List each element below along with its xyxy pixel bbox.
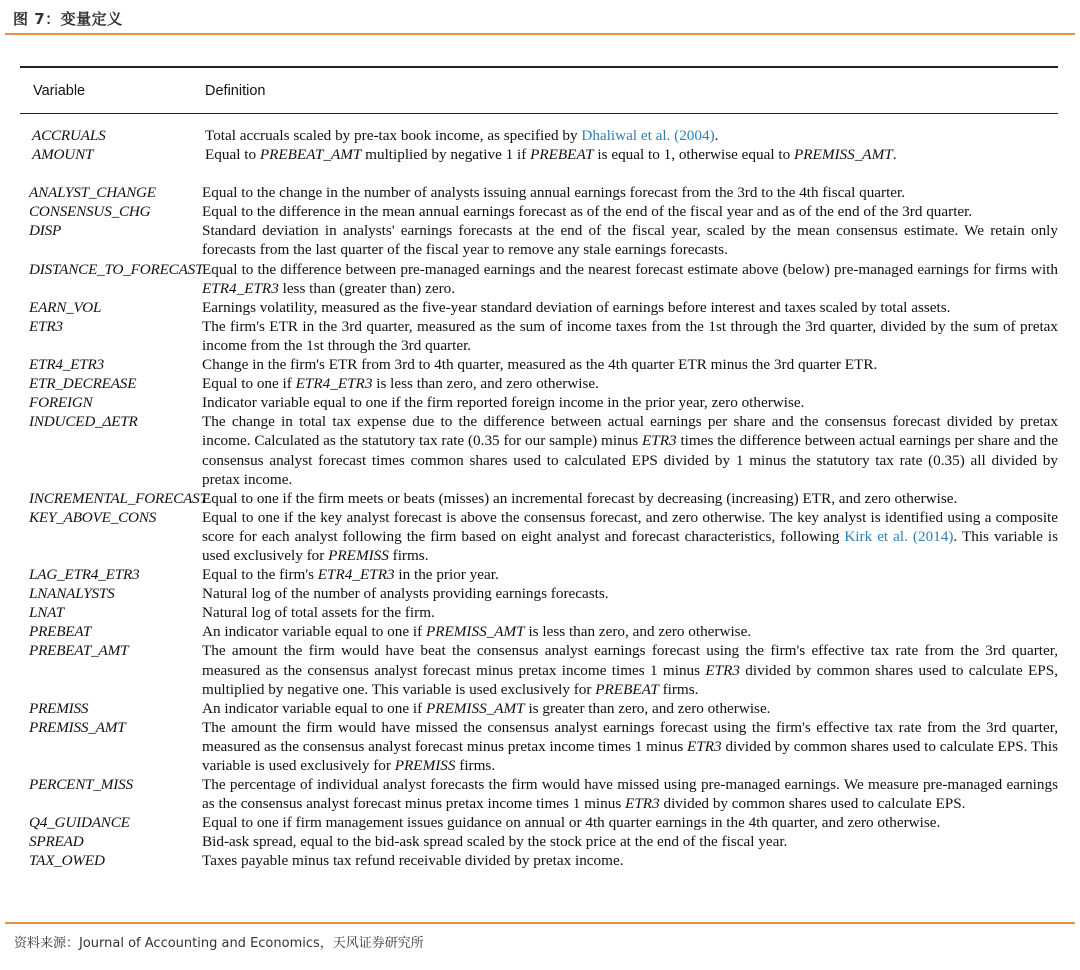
table-row	[20, 202, 1058, 221]
definition-text: Equal to one if	[202, 375, 296, 393]
definition-text: Equal to one if the firm meets or beats (misses) an incremental forecast by decreasing (increasing) ETR, and zero otherwise.	[202, 489, 958, 507]
variable-name: DISP	[29, 222, 62, 240]
table-row	[20, 775, 1058, 813]
variable-definition	[202, 718, 1058, 775]
definition-text: Equal to one if firm management issues guidance on annual or 4th quarter earnings in the 4th quarter, and zero otherwise.	[202, 814, 941, 832]
variable-definition	[205, 126, 1058, 145]
table-row	[20, 851, 1058, 870]
variable-name: ACCRUALS	[32, 127, 106, 144]
table-row	[20, 355, 1058, 374]
variable-definition	[202, 641, 1058, 698]
table-row	[20, 298, 1058, 317]
variable-reference: ETR4_ETR3	[317, 566, 395, 584]
table-row	[20, 622, 1058, 641]
variable-name: LNANALYSTS	[29, 585, 115, 603]
variable-definition	[202, 260, 1058, 298]
table-row	[20, 393, 1058, 412]
table-row	[20, 412, 1058, 488]
variable-reference: PREMISS	[328, 546, 389, 564]
variable-reference: PREBEAT	[595, 680, 659, 698]
table-row	[20, 584, 1058, 603]
top-divider	[5, 33, 1075, 35]
variable-reference: ETR3	[705, 661, 740, 679]
source-note: 资料来源：Journal of Accounting and Economics，天风证券研究所	[14, 936, 424, 951]
variable-name: TAX_OWED	[29, 852, 105, 870]
table-body	[20, 126, 1058, 871]
variable-name: INDUCED_ΔETR	[29, 413, 138, 431]
variable-name: CONSENSUS_CHG	[29, 203, 151, 221]
variable-definition	[202, 584, 1058, 603]
header-variable: Variable	[33, 83, 86, 99]
definition-text: . This variable is used exclusively for	[202, 527, 1059, 564]
variable-name: LAG_ETR4_ETR3	[29, 566, 140, 584]
variable-definition	[202, 393, 1058, 412]
table-row	[20, 718, 1058, 775]
table-row	[20, 603, 1058, 622]
table-row	[20, 508, 1058, 565]
variable-definition	[202, 298, 1058, 317]
variable-name: ETR_DECREASE	[29, 375, 137, 393]
table-row	[20, 145, 1058, 164]
definition-text: Natural log of total assets for the firm.	[202, 604, 435, 622]
variable-reference: PREBEAT_AMT	[259, 146, 362, 164]
variable-name: FOREIGN	[29, 394, 93, 412]
variable-definition-table	[20, 66, 1058, 871]
table-row	[20, 489, 1058, 508]
definition-text: Bid-ask spread, equal to the bid-ask spread scaled by the stock price at the end of the fiscal year.	[202, 833, 788, 851]
definition-text: The change in total tax expense due to the difference between actual earnings per share and the consensus forecast divided by pretax income. Calculated as the statutory tax rate (0.35 for our sample) minus	[202, 413, 1058, 450]
definition-text: divided by common shares used to calculate EPS. This variable is used exclusively for	[202, 737, 1058, 774]
definition-text: .	[892, 146, 897, 164]
definition-text: The amount the firm would have beat the consensus analyst earnings forecast using the firm's effective tax rate from the 3rd quarter, measured as the consensus analyst forecast minus pretax income times 1 minus	[202, 642, 1058, 679]
definition-text: firms.	[388, 546, 429, 564]
variable-reference: PREMISS_AMT	[425, 699, 525, 717]
definition-text: .	[714, 127, 719, 144]
variable-reference: PREMISS_AMT	[793, 146, 893, 164]
definition-text: The firm's ETR in the 3rd quarter, measured as the sum of income taxes from the 1st through the 3rd quarter, divided by the sum of pretax income from the 1st through the 3rd quarter.	[202, 317, 1058, 354]
table-row	[20, 813, 1058, 832]
variable-definition	[202, 603, 1058, 622]
definition-text: Equal to one if the key analyst forecast is above the consensus forecast, and zero otherwise. The key analyst is identified using a composite score for each analyst following the firm based on eight analyst and forecast characteristics, following	[202, 508, 1058, 545]
definition-text: Indicator variable equal to one if the firm reported foreign income in the prior year, zero otherwise.	[202, 394, 805, 412]
bottom-divider	[5, 922, 1075, 924]
variable-reference: ETR3	[625, 795, 660, 813]
variable-definition	[205, 145, 1058, 164]
definition-text: Standard deviation in analysts' earnings forecasts at the end of the fiscal year, scaled by the mean consensus estimate. We retain only forecasts from the last quarter of the fiscal year to remove any stale earnings forecasts.	[202, 222, 1058, 259]
variable-definition	[202, 851, 1058, 870]
variable-definition	[202, 317, 1058, 355]
variable-definition	[202, 832, 1058, 851]
definition-text: Taxes payable minus tax refund receivable divided by pretax income.	[202, 852, 624, 870]
variable-reference: ETR3	[687, 737, 722, 755]
citation-link[interactable]: Dhaliwal et al. (2004)	[581, 127, 715, 144]
variable-definition	[202, 202, 1058, 221]
definition-text: is less than zero, and zero otherwise.	[372, 375, 599, 393]
variable-reference: PREMISS	[394, 757, 456, 774]
variable-name: EARN_VOL	[29, 298, 102, 316]
variable-definition	[202, 565, 1058, 584]
variable-name: PREMISS_AMT	[29, 718, 126, 736]
definition-text: An indicator variable equal to one if	[202, 699, 426, 717]
variable-reference: PREMISS_AMT	[425, 623, 525, 641]
variable-name: ETR3	[29, 317, 63, 335]
table-row	[20, 565, 1058, 584]
definition-text: in the prior year.	[394, 566, 499, 584]
definition-text: Change in the firm's ETR from 3rd to 4th quarter, measured as the 4th quarter ETR minus the 3rd quarter ETR.	[202, 356, 878, 374]
table-row	[20, 641, 1058, 698]
variable-name: ETR4_ETR3	[29, 356, 104, 374]
table-row	[20, 832, 1058, 851]
variable-definition	[202, 775, 1058, 813]
definition-text: The amount the firm would have missed the consensus analyst earnings forecast using the firm's effective tax rate from the 3rd quarter, measured as the consensus analyst forecast minus pretax income times 1 minus	[202, 718, 1058, 755]
table-header	[20, 68, 1058, 113]
variable-definition	[202, 355, 1058, 374]
variable-definition	[202, 374, 1058, 393]
definition-text: Natural log of the number of analysts providing earnings forecasts.	[202, 585, 609, 603]
definition-text: Equal to the change in the number of analysts issuing annual earnings forecast from the 3rd to the 4th fiscal quarter.	[202, 184, 906, 202]
definition-text: multiplied by negative 1 if	[361, 146, 531, 164]
definition-text: times the difference between actual earnings per share and the consensus analyst forecast times common shares used to calculated EPS divided by 1 minus the statutory tax rate (0.35) all divided by pretax income.	[202, 432, 1058, 488]
definition-text: Equal to the difference in the mean annual earnings forecast as of the end of the fiscal year and as of the end of the 3rd quarter.	[202, 203, 973, 221]
variable-definition	[202, 412, 1058, 488]
definition-text: firms.	[658, 680, 699, 698]
variable-definition	[202, 508, 1058, 565]
definition-text: Equal to	[205, 146, 260, 164]
table-row	[20, 126, 1058, 145]
variable-name: DISTANCE_TO_FORECAST	[29, 260, 204, 278]
definition-text: firms.	[455, 757, 496, 774]
definition-text: The percentage of individual analyst forecasts the firm would have missed using pre-managed earnings. We measure pre-managed earnings as the consensus analyst forecast minus pretax income times 1 minus	[202, 776, 1058, 813]
variable-name: AMOUNT	[32, 146, 94, 164]
variable-definition	[202, 221, 1058, 259]
variable-name: ANALYST_CHANGE	[29, 184, 156, 202]
table-row	[20, 183, 1058, 202]
definition-text: divided by common shares used to calculate EPS, multiplied by negative one. This variable is used exclusively for	[202, 661, 1058, 698]
table-row	[20, 699, 1058, 718]
variable-definition	[202, 489, 1058, 508]
variable-name: INCREMENTAL_FORECAST	[29, 489, 208, 507]
variable-name: PREMISS	[29, 699, 89, 717]
citation-link[interactable]: Kirk et al. (2014)	[844, 527, 954, 545]
definition-text: is less than zero, and zero otherwise.	[524, 623, 752, 641]
definition-text: Equal to the difference between pre-managed earnings and the nearest forecast estimate above (below) pre-managed earnings for firms with	[202, 260, 1058, 278]
variable-reference: PREBEAT	[530, 146, 594, 164]
variable-definition	[202, 183, 1058, 202]
definition-text: Total accruals scaled by pre-tax book income, as specified by	[205, 127, 582, 144]
definition-text: Earnings volatility, measured as the five-year standard deviation of earnings before interest and taxes scaled by total assets.	[202, 298, 951, 316]
figure-title: 图 7：变量定义	[13, 10, 123, 28]
variable-name: PREBEAT_AMT	[29, 642, 129, 660]
variable-definition	[202, 813, 1058, 832]
variable-definition	[202, 699, 1058, 718]
table-row	[20, 221, 1058, 259]
variable-reference: ETR4_ETR3	[202, 279, 279, 297]
table-row	[20, 317, 1058, 355]
table-row	[20, 374, 1058, 393]
definition-text: is greater than zero, and zero otherwise.	[524, 699, 771, 717]
variable-definition	[202, 622, 1058, 641]
definition-text: Equal to the firm's	[202, 566, 318, 584]
variable-name: SPREAD	[29, 833, 84, 851]
variable-name: PERCENT_MISS	[29, 776, 133, 794]
header-definition: Definition	[205, 83, 266, 99]
variable-name: Q4_GUIDANCE	[29, 814, 130, 832]
variable-name: PREBEAT	[29, 623, 92, 641]
table-row	[20, 260, 1058, 298]
definition-text: An indicator variable equal to one if	[202, 623, 426, 641]
definition-text: divided by common shares used to calculate EPS.	[659, 795, 966, 813]
variable-reference: ETR4_ETR3	[295, 375, 373, 393]
definition-text: is equal to 1, otherwise equal to	[593, 146, 794, 164]
variable-name: KEY_ABOVE_CONS	[29, 508, 157, 526]
definition-text: less than (greater than) zero.	[278, 279, 456, 297]
variable-name: LNAT	[29, 604, 64, 622]
variable-reference: ETR3	[642, 432, 677, 450]
